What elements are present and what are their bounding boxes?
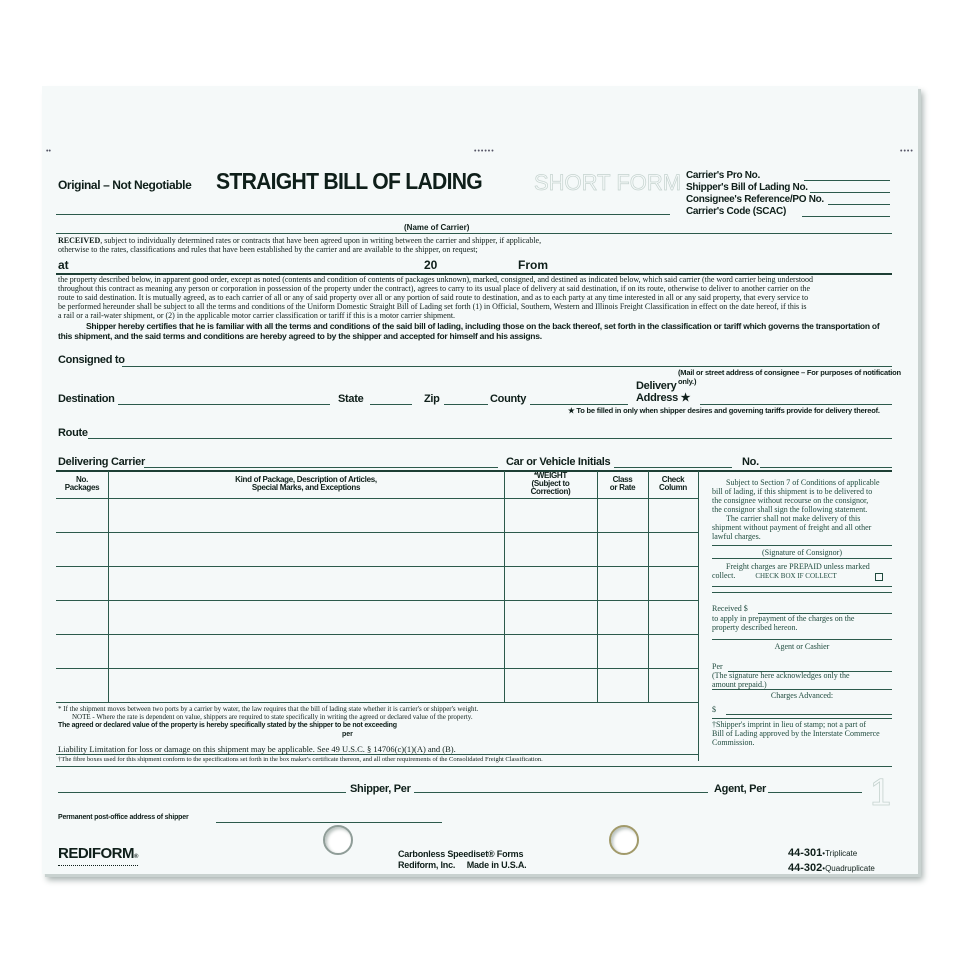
fibre-boxes-text: †The fibre boxes used for this shipment conform to the specifications set forth in the box maker's certificate thereon, and all other requirements of the Consolidated Freight Classification. bbox=[58, 756, 543, 763]
page-title: STRAIGHT BILL OF LADING bbox=[216, 168, 482, 194]
table-row[interactable] bbox=[56, 702, 698, 703]
scac-label: Carrier's Code (SCAC) bbox=[686, 206, 786, 217]
table-row[interactable] bbox=[56, 600, 698, 601]
consignee-ref-input[interactable] bbox=[828, 204, 890, 205]
at-label: at bbox=[58, 258, 69, 272]
carrier-name-caption: (Name of Carrier) bbox=[404, 223, 470, 232]
car-initials-label: Car or Vehicle Initials bbox=[506, 456, 611, 468]
col-header-check: Check Column bbox=[659, 475, 687, 492]
divider bbox=[712, 558, 892, 559]
consigned-to-input[interactable] bbox=[122, 366, 892, 367]
liability-text: Liability Limitation for loss or damage on this shipment may be applicable. See 49 U.S.C. § 14706(c)(1)(A) and (B). bbox=[58, 744, 456, 754]
po-address-input[interactable] bbox=[216, 822, 442, 823]
consignor-signature-input[interactable] bbox=[712, 545, 892, 546]
reference-fields bbox=[686, 170, 824, 218]
received-amount-label: Received $ bbox=[712, 604, 748, 613]
consignee-caption: (Mail or street address of consignee – For purposes of notification only.) bbox=[678, 368, 901, 386]
certification-text: Shipper hereby certifies that he is familiar with all the terms and conditions of the said bill of lading, including those on the back thereof, set forth in the classification or tariff which governs the transportation of this shipment, and the said terms and conditions are hereby agreed to by the shipper and accepted for himself and his assigns. bbox=[58, 321, 880, 341]
delivery-note: ★ To be filled in only when shipper desires and governing tariffs provide for delivery thereof. bbox=[568, 406, 880, 415]
divider bbox=[56, 233, 892, 234]
divider bbox=[56, 766, 892, 767]
table-row[interactable] bbox=[56, 532, 698, 533]
bill-of-lading-form bbox=[42, 86, 918, 874]
divider bbox=[712, 718, 892, 719]
county-label: County bbox=[490, 393, 527, 405]
col-header-description: Kind of Package, Description of Articles, Special Marks, and Exceptions bbox=[235, 475, 377, 492]
state-label: State bbox=[338, 393, 364, 405]
prepaid-text: Freight charges are PREPAID unless marked collect. CHECK BOX IF COLLECT bbox=[712, 562, 870, 580]
shipper-bol-input[interactable] bbox=[810, 192, 890, 193]
agent-per-input[interactable] bbox=[768, 792, 862, 793]
delivering-carrier-input[interactable] bbox=[144, 467, 498, 468]
agent-per-label: Agent, Per bbox=[714, 783, 767, 795]
charges-advanced-label: Charges Advanced: bbox=[770, 691, 834, 700]
table-row[interactable] bbox=[56, 634, 698, 635]
vehicle-number-label: No. bbox=[742, 456, 759, 468]
per-label: Per bbox=[712, 662, 723, 671]
divider bbox=[712, 586, 892, 587]
carrier-name-input[interactable] bbox=[56, 214, 670, 215]
received-clause: RECEIVED, subject to individually determined rates or contracts that have been agreed upon in writing between the carrier and shipper, if applicable, otherwise to the rates, classifications and rules that have been established by the carrier and are available to the shipper, on request; bbox=[58, 236, 542, 254]
zip-input[interactable] bbox=[444, 404, 488, 405]
apply-text: to apply in prepayment of the charges on the property described hereon. bbox=[712, 614, 855, 632]
divider bbox=[56, 754, 698, 755]
shipper-per-input[interactable] bbox=[414, 792, 708, 793]
agent-cashier-caption: Agent or Cashier bbox=[774, 642, 830, 651]
declared-value-text: The agreed or declared value of the property is hereby specifically stated by the shipper to be not exceeding bbox=[58, 722, 397, 729]
perforation-mark: •• bbox=[46, 148, 51, 155]
carrier-pro-label: Carrier's Pro No. bbox=[686, 170, 760, 181]
shipper-name-input[interactable] bbox=[58, 792, 346, 793]
form-type-label: SHORT FORM bbox=[534, 170, 682, 195]
table-row[interactable] bbox=[56, 668, 698, 669]
col-header-packages: No. Packages bbox=[64, 475, 100, 492]
col-header-class: Class or Rate bbox=[609, 475, 636, 492]
section-7-text: Subject to Section 7 of Conditions of applicable bill of lading, if this shipment is to be delivered to the consignee without recourse on the consignor, the consignor shall sign the following statement. The carrier shall not make delivery of this shipment without payment of freight and all other lawful charges. bbox=[712, 478, 880, 541]
table-header-rule bbox=[56, 498, 698, 499]
table-row[interactable] bbox=[56, 566, 698, 567]
collect-checkbox[interactable] bbox=[875, 573, 883, 581]
delivery-address-label: Delivery Address ★ bbox=[636, 380, 691, 404]
perforation-mark: •••••• bbox=[474, 148, 495, 155]
table-top-rule bbox=[56, 470, 892, 472]
form-codes: 44-301•Triplicate 44-302•Quadruplicate bbox=[788, 847, 875, 874]
ack-text: (The signature here acknowledges only the amount prepaid.) bbox=[712, 671, 850, 689]
col-header-weight: *WEIGHT (Subject to Correction) bbox=[530, 471, 571, 496]
declared-value-per: per bbox=[342, 731, 353, 738]
shipper-per-label: Shipper, Per bbox=[350, 783, 411, 795]
po-address-label: Permanent post-office address of shipper bbox=[58, 814, 189, 821]
destination-label: Destination bbox=[58, 393, 115, 405]
original-label: Original – Not Negotiable bbox=[58, 178, 192, 192]
carrier-pro-input[interactable] bbox=[804, 180, 890, 181]
vehicle-number-input[interactable] bbox=[760, 467, 892, 468]
state-input[interactable] bbox=[370, 404, 412, 405]
table-col-divider bbox=[698, 471, 699, 761]
delivery-address-input[interactable] bbox=[700, 404, 892, 405]
rediform-logo: REDIFORM® bbox=[58, 846, 138, 866]
shipper-bol-label: Shipper's Bill of Lading No. bbox=[686, 182, 808, 193]
imprint-text: †Shipper's imprint in lieu of stamp; not a part of Bill of Lading approved by the Interstate Commerce Commission. bbox=[712, 720, 880, 747]
signature-consignor-caption: (Signature of Consignor) bbox=[762, 548, 842, 557]
binder-hole bbox=[323, 825, 353, 855]
route-input[interactable] bbox=[88, 438, 892, 439]
zip-label: Zip bbox=[424, 393, 440, 405]
scac-input[interactable] bbox=[802, 216, 890, 217]
divider bbox=[712, 592, 892, 593]
divider bbox=[712, 689, 892, 690]
dollar-label: $ bbox=[712, 705, 716, 714]
perforation-mark: •••• bbox=[900, 148, 914, 155]
consignee-ref-label: Consignee's Reference/PO No. bbox=[686, 194, 824, 205]
binder-hole bbox=[609, 825, 639, 855]
terms-paragraph: the property described below, in apparent good order, except as noted (contents and condition of contents of packages unknown), marked, consigned, and destined as indicated below, which said carrier (the word carrier being understood throughout this contract as meaning any person or corporation in possession of the property under the contract), agrees to carry to its usual place of delivery at said destination, if on its route, otherwise to deliver to another carrier on the route to said destination. It is mutually agreed, as to each carrier of all or any of said property over all or any portion of said route to destination, and as to each party at any time interested in all or any said property, that every service to be performed hereunder shall be subject to all the terms and conditions of the Uniform Domestic Straight Bill of Lading set forth (1) in Official, Southern, Western and Illinois Freight Classification in effect on the date hereof, if this is a rail or a rail-water shipment, or (2) in the applicable motor carrier classification or tariff if this is a motor carrier shipment. bbox=[58, 275, 814, 320]
product-info: Carbonless Speediset® Forms Rediform, Inc. Made in U.S.A. bbox=[398, 849, 527, 870]
route-label: Route bbox=[58, 427, 88, 439]
delivering-carrier-label: Delivering Carrier bbox=[58, 456, 145, 468]
county-input[interactable] bbox=[530, 404, 628, 405]
car-initials-input[interactable] bbox=[614, 467, 732, 468]
consigned-to-label: Consigned to bbox=[58, 354, 125, 366]
charges-advanced-input[interactable] bbox=[726, 714, 892, 715]
year-label: 20 bbox=[424, 258, 438, 272]
from-label: From bbox=[518, 258, 548, 272]
copy-number: 1 bbox=[870, 772, 892, 814]
water-footnote: * If the shipment moves between two ports by a carrier by water, the law requires that the bill of lading state whether it is carrier's or shipper's weight. NOTE - Where the rate is dependent on value, shippers are required to state specifically in writing the agreed or declared value of the property. bbox=[58, 705, 479, 721]
agent-cashier-input[interactable] bbox=[712, 639, 892, 640]
destination-input[interactable] bbox=[118, 404, 330, 405]
